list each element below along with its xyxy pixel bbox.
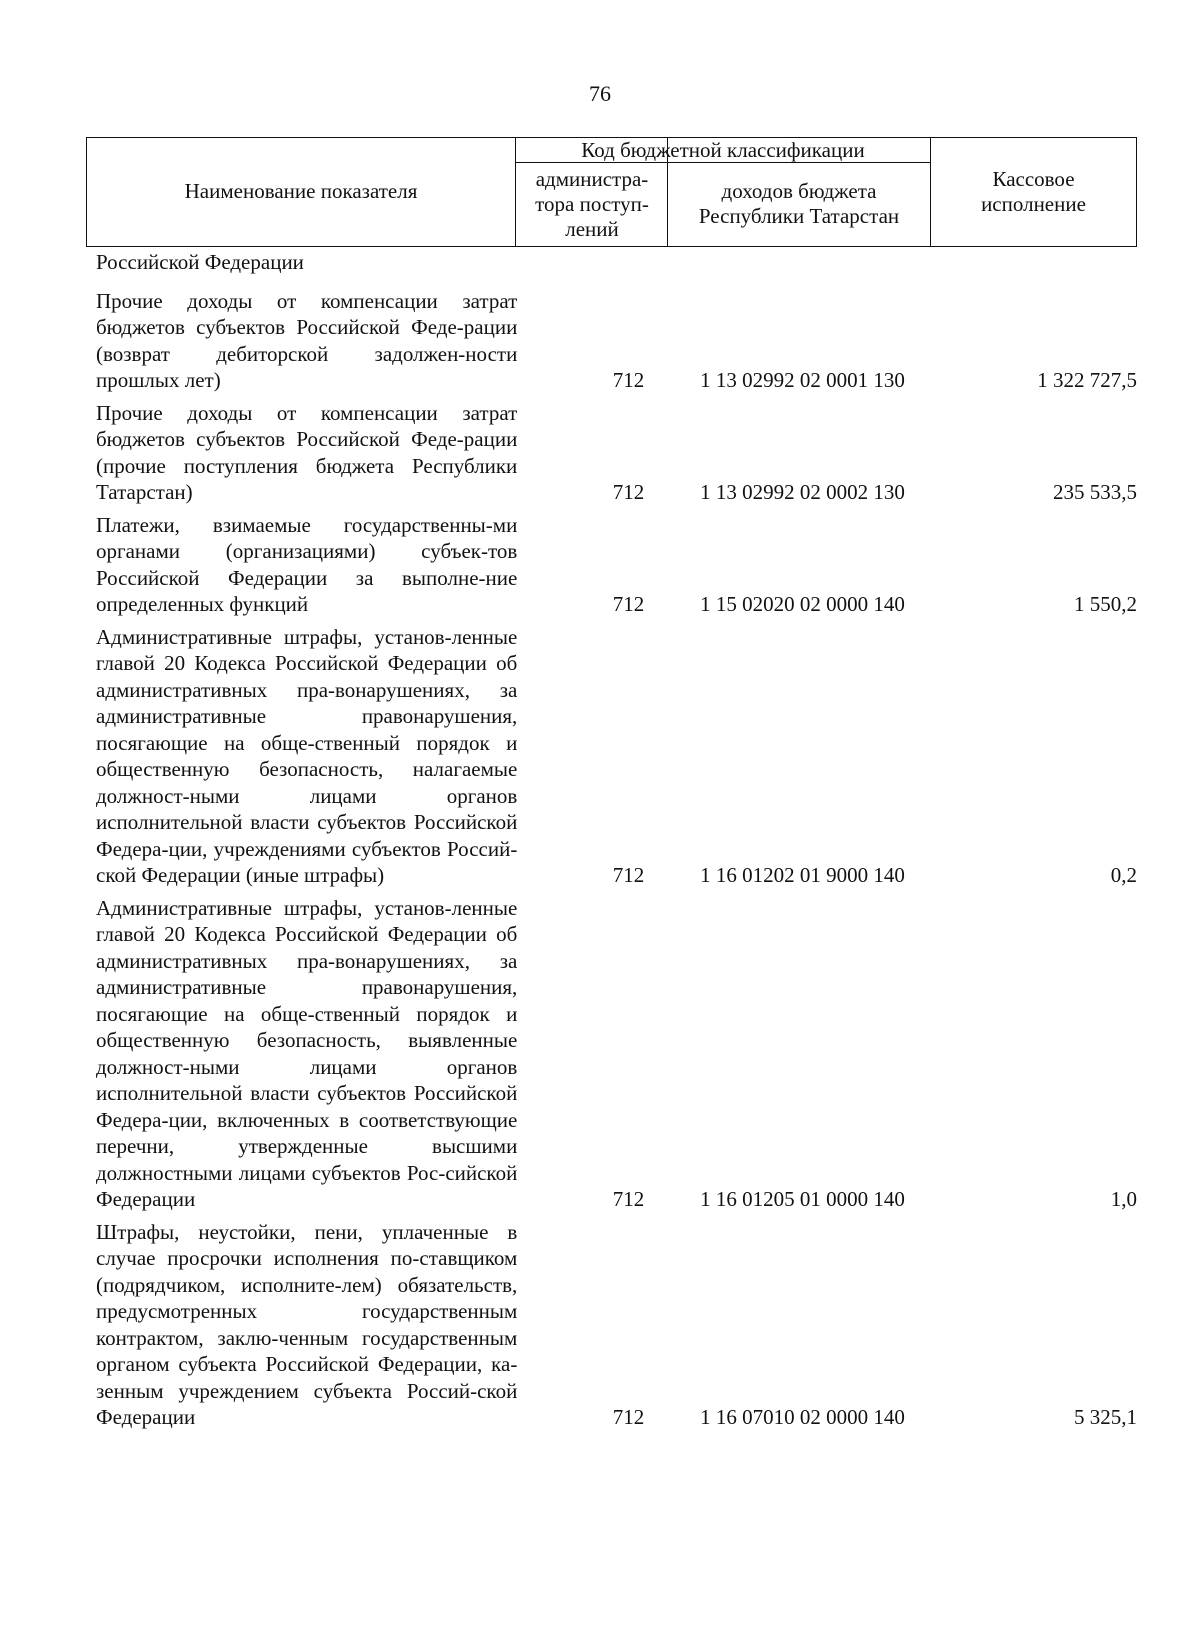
row-income-code: 1 13 02992 02 0001 130: [700, 368, 905, 392]
row-name: Прочие доходы от компенсации затрат бюджетов субъектов Российской Феде-рации (прочие поступления бюджета Республики Татарстан): [96, 400, 518, 504]
row-admin-code: 712: [612, 1405, 645, 1429]
row-admin-code: 712: [612, 368, 645, 392]
table-row: [96, 512, 1137, 618]
header-amount-column: Кассовое исполнение: [981, 166, 1086, 216]
table-row: [96, 1219, 1137, 1431]
row-amount: 1,0: [1110, 1187, 1138, 1211]
page-number: 76: [589, 81, 611, 106]
row-name: Прочие доходы от компенсации затрат бюджетов субъектов Российской Феде-рации (возврат дебиторской задолжен-ности прошлых лет): [96, 288, 518, 392]
row-amount: 1 550,2: [1074, 592, 1138, 616]
table-row: [96, 288, 1137, 394]
row-name: Российской Федерации: [96, 250, 304, 274]
row-income-code: 1 13 02992 02 0002 130: [700, 480, 905, 504]
row-name: Платежи, взимаемые государственны-ми органами (организациями) субъек-тов Российской Федерации за выполне-ние определенных функций: [96, 512, 518, 616]
header-divider: [930, 138, 931, 246]
row-income-code: 1 16 01202 01 9000 140: [700, 863, 905, 887]
row-income-code: 1 16 01205 01 0000 140: [700, 1187, 905, 1211]
header-admin-column: администра-тора поступ-лений: [535, 166, 649, 241]
row-name: Административные штрафы, установ-ленные главой 20 Кодекса Российской Федерации об административных пра-вонарушениях, за административные правонарушения, посягающие на обще-ственный порядок и общественную безопасность, выявленные должност-ными лицами органов исполнительной власти субъектов Российской Федера-ции, включенных в соответствующие перечни, утвержденные высшими должностными лицами субъектов Рос-сийской Федерации: [96, 895, 518, 1211]
header-income-column: доходов бюджета Республики Татарстан: [698, 179, 900, 228]
row-name: Административные штрафы, установ-ленные главой 20 Кодекса Российской Федерации об административных пра-вонарушениях, за административные правонарушения, посягающие на обще-ственный порядок и общественную безопасность, налагаемые должност-ными лицами органов исполнительной власти субъектов Российской Федера-ции, учреждениями субъектов Россий-ской Федерации (иные штрафы): [96, 624, 518, 887]
row-income-code: 1 16 07010 02 0000 140: [700, 1405, 905, 1429]
row-amount: 5 325,1: [1074, 1405, 1138, 1429]
table-row: [96, 400, 1137, 506]
row-admin-code: 712: [612, 592, 645, 616]
row-admin-code: 712: [612, 863, 645, 887]
table-row: [96, 895, 1137, 1213]
row-amount: 235 533,5: [1053, 480, 1138, 504]
row-name: Штрафы, неустойки, пени, уплаченные в случае просрочки исполнения по-ставщиком (подрядчиком, исполните-лем) обязательств, предусмотренных государственным контрактом, заклю-ченным государственным органом субъекта Российской Федерации, ка-зенным учреждением субъекта Россий-ской Федерации: [96, 1219, 518, 1429]
table-row: [96, 249, 1137, 276]
row-amount: 0,2: [1110, 863, 1138, 887]
table-body: [96, 249, 1137, 1437]
row-admin-code: 712: [612, 480, 645, 504]
header-code-group: Код бюджетной классификации: [581, 137, 865, 162]
table-row: [96, 624, 1137, 889]
table-header: [86, 137, 1137, 247]
row-admin-code: 712: [612, 1187, 645, 1211]
header-name-column: Наименование показателя: [184, 179, 418, 203]
row-income-code: 1 15 02020 02 0000 140: [700, 592, 905, 616]
row-amount: 1 322 727,5: [1037, 368, 1138, 392]
